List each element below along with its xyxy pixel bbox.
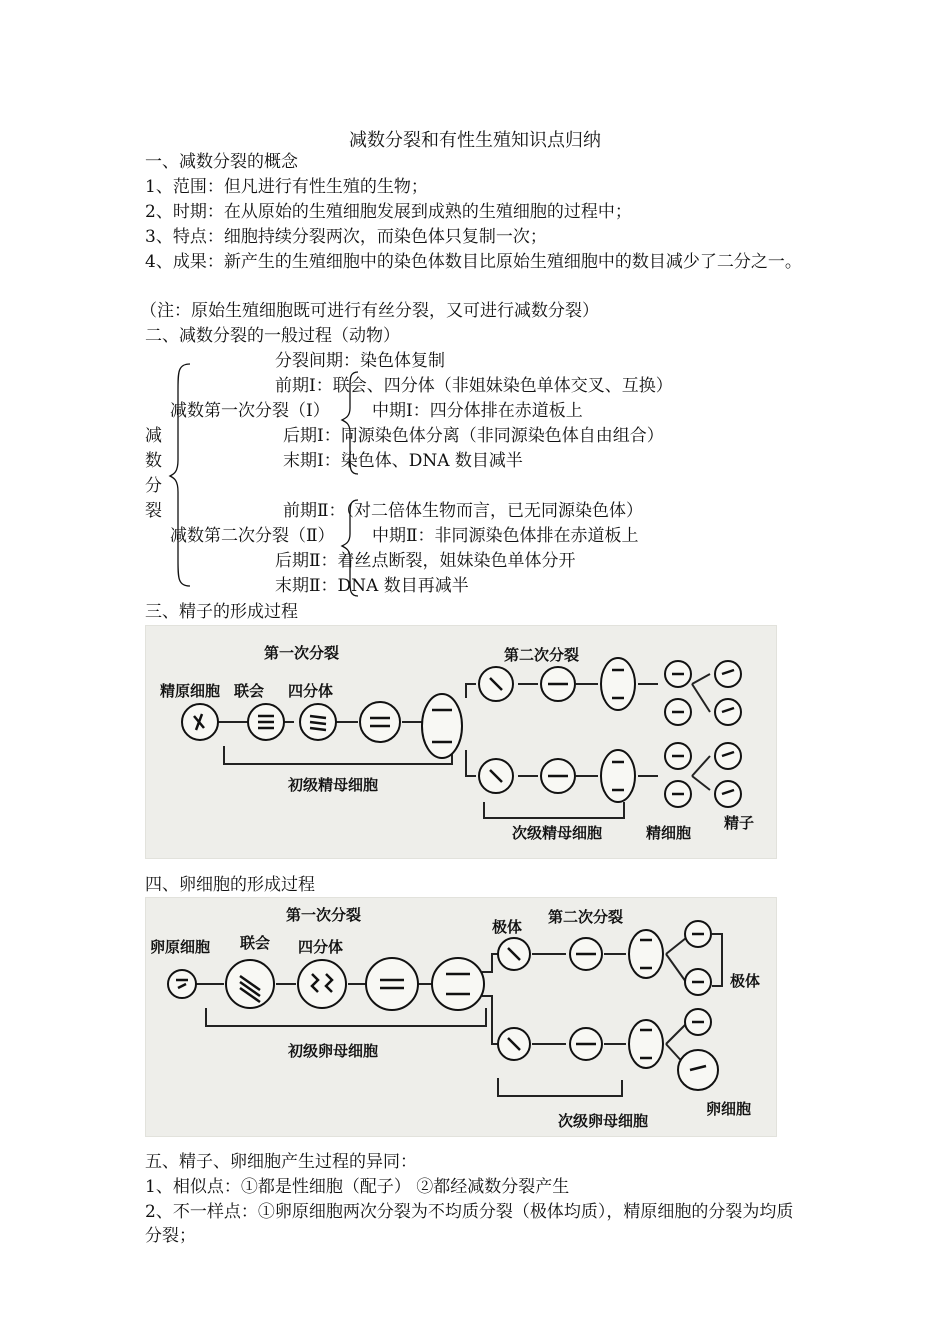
sperm-diagram bbox=[146, 626, 776, 858]
sperm-first-division-label: 第一次分裂 bbox=[264, 644, 340, 662]
section1-item: 2、时期：在从原始的生殖细胞发展到成熟的生殖细胞的过程中； bbox=[145, 202, 632, 222]
egg-tetrad-label: 四分体 bbox=[298, 938, 344, 956]
metaphase-2: 中期Ⅱ：非同源染色体排在赤道板上 bbox=[372, 526, 639, 546]
telophase-1: 末期Ⅰ：染色体、DNA 数目减半 bbox=[283, 451, 523, 471]
secondary-spermatocyte-label: 次级精母细胞 bbox=[512, 824, 603, 842]
sperm-second-division-label: 第二次分裂 bbox=[504, 646, 580, 664]
first-polar-body-label: 极体 bbox=[492, 918, 523, 936]
section4-heading: 四、卵细胞的形成过程 bbox=[145, 875, 315, 895]
section1-item: 4、成果：新产生的生殖细胞中的染色体数目比原始生殖细胞中的数目减少了二分之一。 bbox=[145, 252, 802, 272]
sperm-formation-figure bbox=[145, 625, 777, 859]
egg-synapsis-label: 联会 bbox=[240, 934, 271, 952]
oogonium-label: 卵原细胞 bbox=[150, 938, 211, 956]
section3-heading: 三、精子的形成过程 bbox=[145, 602, 298, 622]
primary-oocyte-label: 初级卵母细胞 bbox=[288, 1042, 379, 1060]
sperm-tetrad-label: 四分体 bbox=[288, 682, 334, 700]
secondary-oocyte-label: 次级卵母细胞 bbox=[558, 1112, 649, 1130]
outer-brace bbox=[168, 360, 198, 590]
section5-similar: 1、相似点：①都是性细胞（配子） ②都经减数分裂产生 bbox=[145, 1177, 570, 1197]
root-char: 分 bbox=[145, 476, 162, 496]
anaphase-1: 后期Ⅰ：同源染色体分离（非同源染色体自由组合） bbox=[283, 426, 664, 446]
oogonium-cell bbox=[168, 970, 196, 998]
section1-item: 3、特点：细胞持续分裂两次，而染色体只复制一次； bbox=[145, 227, 547, 247]
first-division-label: 减数第一次分裂（Ⅰ） bbox=[170, 401, 330, 421]
prophase-2: 前期Ⅱ：（对二倍体生物而言，已无同源染色体） bbox=[283, 501, 644, 521]
prophase-1: 前期Ⅰ：联会、四分体（非姐妹染色单体交叉、互换） bbox=[275, 376, 673, 396]
egg-cell-label: 卵细胞 bbox=[706, 1100, 752, 1118]
section5-heading: 五、精子、卵细胞产生过程的异同： bbox=[145, 1152, 417, 1172]
telophase-2: 末期Ⅱ：DNA 数目再减半 bbox=[275, 576, 469, 596]
spermatogonium-label: 精原细胞 bbox=[160, 682, 221, 700]
polar-bodies-label: 极体 bbox=[730, 972, 761, 990]
second-division-label: 减数第二次分裂（Ⅱ） bbox=[170, 526, 335, 546]
egg-first-division-label: 第一次分裂 bbox=[286, 906, 362, 924]
spermatid-label: 精细胞 bbox=[646, 824, 692, 842]
anaphase-2: 后期Ⅱ：着丝点断裂，姐妹染色单体分开 bbox=[275, 551, 576, 571]
section1-note: （注：原始生殖细胞既可进行有丝分裂，又可进行减数分裂） bbox=[140, 301, 599, 321]
root-char: 裂 bbox=[145, 501, 162, 521]
sperm-synapsis-label: 联会 bbox=[234, 682, 265, 700]
section1-heading: 一、减数分裂的概念 bbox=[145, 152, 298, 172]
section5-different: 2、不一样点：①卵原细胞两次分裂为不均质分裂（极体均质），精原细胞的分裂为均质分裂； bbox=[145, 1202, 794, 1246]
egg-formation-figure bbox=[145, 897, 777, 1137]
metaphase-1: 中期Ⅰ：四分体排在赤道板上 bbox=[372, 401, 583, 421]
root-char: 数 bbox=[145, 451, 162, 471]
section1-item: 1、范围：但凡进行有性生殖的生物； bbox=[145, 177, 428, 197]
root-char: 减 bbox=[145, 426, 162, 446]
egg-diagram bbox=[146, 898, 776, 1136]
interphase: 分裂间期：染色体复制 bbox=[275, 351, 445, 371]
section2-heading: 二、减数分裂的一般过程（动物） bbox=[145, 326, 400, 346]
sperm-label: 精子 bbox=[724, 814, 755, 832]
page-title: 减数分裂和有性生殖知识点归纳 bbox=[349, 130, 601, 151]
primary-spermatocyte-label: 初级精母细胞 bbox=[288, 776, 379, 794]
egg-second-division-label: 第二次分裂 bbox=[548, 908, 624, 926]
